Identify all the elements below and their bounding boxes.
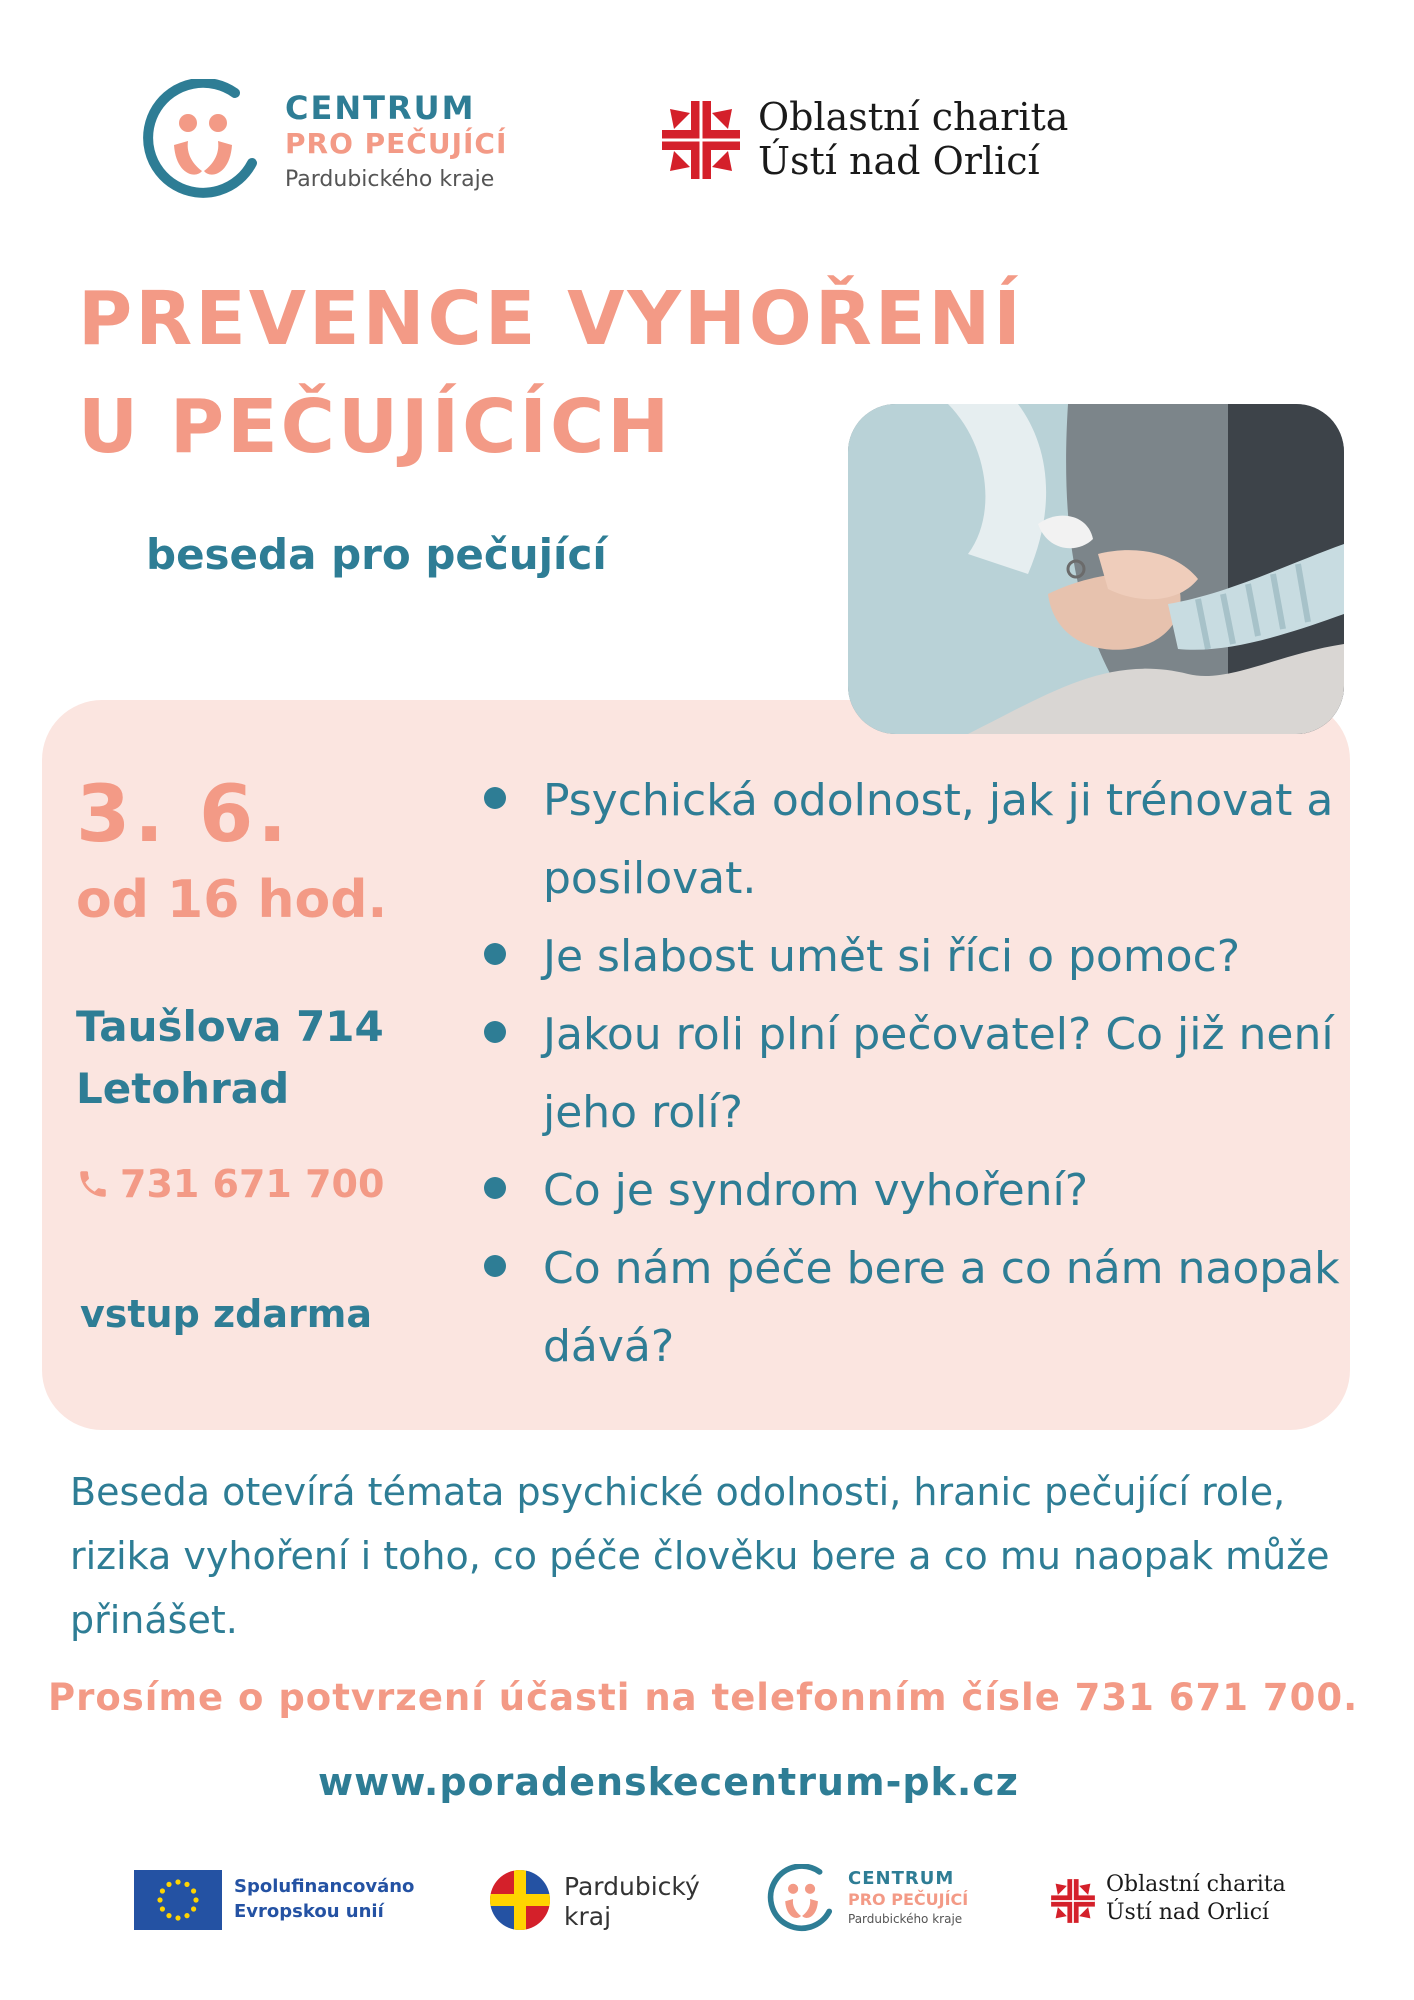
- event-address-street: Taušlova 714: [76, 1002, 384, 1051]
- centrum-logo-line2: PRO PEČUJÍCÍ: [285, 127, 508, 160]
- page-title-line2: U PEČUJÍCÍCH: [78, 384, 673, 470]
- logo-oblastni-charita: [660, 95, 1080, 185]
- pardubicky-kraj-emblem-icon: [488, 1868, 552, 1932]
- event-time: od 16 hod.: [76, 870, 388, 930]
- website-link[interactable]: www.poradenskecentrum-pk.cz: [318, 1760, 1019, 1804]
- list-item: [478, 762, 1358, 918]
- list-item: [478, 918, 1358, 996]
- bullet-icon: [484, 1021, 506, 1043]
- confirmation-request: Prosíme o potvrzení účasti na telefonním čísle 731 671 700.: [48, 1676, 1359, 1719]
- bullet-icon: [484, 943, 506, 965]
- footer-logo-eu: [134, 1870, 424, 1930]
- footer-centrum-line3: Pardubického kraje: [848, 1912, 963, 1926]
- charita-logo-line2: Ústí nad Orlicí: [758, 139, 1040, 183]
- centrum-logo-icon: [766, 1864, 836, 1934]
- charita-logo-line1: Oblastní charita: [758, 95, 1069, 139]
- list-item: [478, 996, 1358, 1152]
- bullet-icon: [484, 787, 506, 809]
- logo-centrum-pro-pecujici: [140, 75, 540, 205]
- event-address-city: Letohrad: [76, 1064, 290, 1113]
- topic-text: Je slabost umět si říci o pomoc?: [543, 931, 1241, 982]
- phone-icon: [76, 1167, 110, 1201]
- kraj-logo-line1: Pardubický: [564, 1872, 700, 1901]
- list-item: [478, 1152, 1358, 1230]
- event-phone-number: 731 671 700: [120, 1162, 385, 1206]
- footer-charita-line1: Oblastní charita: [1106, 1872, 1286, 1897]
- topic-text: Jakou roli plní pečovatel? Co již není jeho rolí?: [543, 1009, 1334, 1138]
- centrum-logo-line3: Pardubického kraje: [285, 167, 495, 192]
- page-title-line1: PREVENCE VYHOŘENÍ: [78, 276, 1024, 362]
- footer-logo-pardubicky-kraj: [488, 1868, 708, 1932]
- event-entry-fee: vstup zdarma: [80, 1292, 372, 1336]
- footer-logo-centrum: [766, 1862, 996, 1936]
- list-item: [478, 1230, 1358, 1386]
- eu-flag-icon: [134, 1870, 222, 1930]
- event-date: 3. 6.: [76, 770, 291, 860]
- hands-holding-photo: [848, 404, 1344, 734]
- footer-logo-charita: [1050, 1872, 1300, 1932]
- bullet-icon: [484, 1255, 506, 1277]
- footer-centrum-line2: PRO PEČUJÍCÍ: [848, 1890, 969, 1909]
- topics-list: [478, 762, 1358, 1386]
- event-phone[interactable]: [76, 1162, 384, 1206]
- bullet-icon: [484, 1177, 506, 1199]
- footer-charita-line2: Ústí nad Orlicí: [1106, 1900, 1270, 1925]
- eu-logo-line2: Evropskou unií: [234, 1901, 384, 1922]
- eu-logo-line1: Spolufinancováno: [234, 1876, 415, 1897]
- charita-cross-icon: [660, 99, 742, 181]
- footer-centrum-line1: CENTRUM: [848, 1868, 955, 1889]
- event-description: Beseda otevírá témata psychické odolnosti, hranic pečující role, rizika vyhoření i toho, co péče člověku bere a co mu naopak může přinášet.: [70, 1470, 1330, 1642]
- topic-text: Co nám péče bere a co nám naopak dává?: [543, 1243, 1340, 1372]
- centrum-logo-icon: [140, 79, 264, 203]
- charita-cross-icon: [1050, 1878, 1096, 1924]
- topic-text: Psychická odolnost, jak ji trénovat a posilovat.: [543, 775, 1334, 904]
- centrum-logo-line1: CENTRUM: [285, 89, 476, 127]
- topic-text: Co je syndrom vyhoření?: [543, 1165, 1089, 1216]
- page-subtitle: beseda pro pečující: [146, 530, 607, 579]
- kraj-logo-line2: kraj: [564, 1902, 612, 1931]
